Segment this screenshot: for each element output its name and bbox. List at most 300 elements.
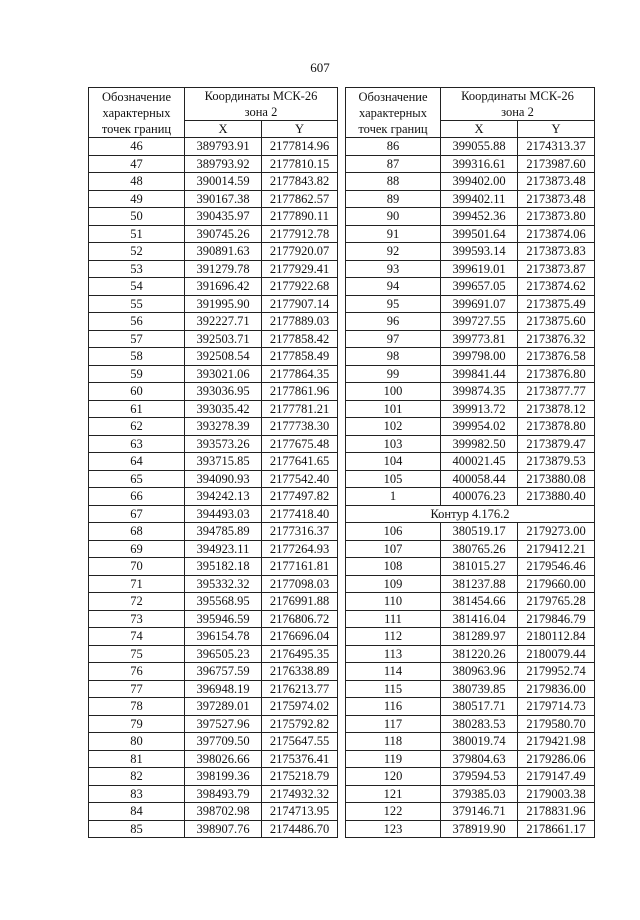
point-id-cell: 73	[89, 610, 185, 628]
x-cell: 399727.55	[441, 313, 518, 331]
table-row	[89, 313, 338, 331]
y-cell: 2178661.17	[518, 820, 595, 838]
x-cell: 397289.01	[185, 698, 262, 716]
point-id-cell: 82	[89, 768, 185, 786]
table-row	[89, 400, 338, 418]
y-cell: 2176338.89	[262, 663, 338, 681]
point-id-cell: 84	[89, 803, 185, 821]
y-cell: 2177641.65	[262, 453, 338, 471]
table-row	[346, 348, 595, 366]
x-cell: 394923.11	[185, 540, 262, 558]
x-cell: 378919.90	[441, 820, 518, 838]
table-row	[346, 470, 595, 488]
table-row	[89, 803, 338, 821]
point-id-cell: 59	[89, 365, 185, 383]
table-row	[89, 610, 338, 628]
y-cell: 2179836.00	[518, 680, 595, 698]
table-row	[89, 540, 338, 558]
y-cell: 2174932.32	[262, 785, 338, 803]
y-cell: 2177738.30	[262, 418, 338, 436]
table-row	[346, 715, 595, 733]
table-row	[89, 225, 338, 243]
point-id-cell: 113	[346, 645, 441, 663]
table-row	[89, 260, 338, 278]
table-row	[346, 628, 595, 646]
x-cell: 380517.71	[441, 698, 518, 716]
point-id-cell: 90	[346, 208, 441, 226]
page-number: 607	[310, 60, 330, 75]
y-cell: 2177497.82	[262, 488, 338, 506]
point-id-cell: 116	[346, 698, 441, 716]
x-cell: 399657.05	[441, 278, 518, 296]
point-id-cell: 65	[89, 470, 185, 488]
y-cell: 2179952.74	[518, 663, 595, 681]
x-cell: 390014.59	[185, 173, 262, 191]
x-cell: 380019.74	[441, 733, 518, 751]
x-cell: 395332.32	[185, 575, 262, 593]
y-cell: 2177858.49	[262, 348, 338, 366]
point-id-cell: 62	[89, 418, 185, 436]
y-cell: 2173875.60	[518, 313, 595, 331]
table-row	[346, 768, 595, 786]
table-row	[346, 785, 595, 803]
x-cell: 394493.03	[185, 505, 262, 523]
y-cell: 2179765.28	[518, 593, 595, 611]
y-cell: 2174313.37	[518, 138, 595, 156]
point-id-cell: 81	[89, 750, 185, 768]
x-cell: 391279.78	[185, 260, 262, 278]
table-row	[346, 575, 595, 593]
x-cell: 399619.01	[441, 260, 518, 278]
x-cell: 399452.36	[441, 208, 518, 226]
table-row	[89, 348, 338, 366]
point-id-cell: 67	[89, 505, 185, 523]
point-id-cell: 86	[346, 138, 441, 156]
y-cell: 2173876.80	[518, 365, 595, 383]
table-row	[89, 663, 338, 681]
point-id-cell: 122	[346, 803, 441, 821]
point-id-cell: 92	[346, 243, 441, 261]
table-row	[346, 610, 595, 628]
table-row	[346, 313, 595, 331]
x-cell: 399841.44	[441, 365, 518, 383]
x-cell: 395182.18	[185, 558, 262, 576]
x-cell: 381416.04	[441, 610, 518, 628]
x-cell: 400058.44	[441, 470, 518, 488]
y-cell: 2173873.80	[518, 208, 595, 226]
y-cell: 2175647.55	[262, 733, 338, 751]
y-cell: 2173879.53	[518, 453, 595, 471]
x-cell: 399773.81	[441, 330, 518, 348]
header-point-label: Обозначение характерных точек границ	[346, 88, 441, 138]
x-cell: 390167.38	[185, 190, 262, 208]
x-cell: 398199.36	[185, 768, 262, 786]
y-cell: 2177858.42	[262, 330, 338, 348]
header-x: X	[441, 121, 518, 138]
point-id-cell: 66	[89, 488, 185, 506]
x-cell: 399691.07	[441, 295, 518, 313]
point-id-cell: 95	[346, 295, 441, 313]
x-cell: 389793.91	[185, 138, 262, 156]
table-row	[89, 750, 338, 768]
table-row	[346, 803, 595, 821]
table-row	[89, 365, 338, 383]
point-id-cell: 61	[89, 400, 185, 418]
x-cell: 393573.26	[185, 435, 262, 453]
point-id-cell: 87	[346, 155, 441, 173]
y-cell: 2176991.88	[262, 593, 338, 611]
x-cell: 399593.14	[441, 243, 518, 261]
x-cell: 395568.95	[185, 593, 262, 611]
table-row	[346, 733, 595, 751]
point-id-cell: 119	[346, 750, 441, 768]
table-row	[89, 820, 338, 838]
point-id-cell: 109	[346, 575, 441, 593]
contour-label: Контур 4.176.2	[346, 505, 595, 523]
table-row	[346, 820, 595, 838]
y-cell: 2174713.95	[262, 803, 338, 821]
table-row	[346, 295, 595, 313]
point-id-cell: 54	[89, 278, 185, 296]
y-cell: 2180079.44	[518, 645, 595, 663]
table-row	[346, 138, 595, 156]
table-row	[89, 243, 338, 261]
x-cell: 393278.39	[185, 418, 262, 436]
point-id-cell: 50	[89, 208, 185, 226]
table-row	[346, 540, 595, 558]
point-id-cell: 69	[89, 540, 185, 558]
point-id-cell: 80	[89, 733, 185, 751]
point-id-cell: 57	[89, 330, 185, 348]
table-row	[346, 400, 595, 418]
table-row	[89, 593, 338, 611]
x-cell: 393021.06	[185, 365, 262, 383]
x-cell: 390745.26	[185, 225, 262, 243]
y-cell: 2177922.68	[262, 278, 338, 296]
coordinates-table-left	[88, 87, 338, 838]
y-cell: 2174486.70	[262, 820, 338, 838]
x-cell: 396505.23	[185, 645, 262, 663]
y-cell: 2173876.58	[518, 348, 595, 366]
table-row	[346, 225, 595, 243]
point-id-cell: 123	[346, 820, 441, 838]
table-row	[89, 190, 338, 208]
y-cell: 2173878.80	[518, 418, 595, 436]
x-cell: 398493.79	[185, 785, 262, 803]
table-row	[346, 488, 595, 506]
point-id-cell: 114	[346, 663, 441, 681]
y-cell: 2177781.21	[262, 400, 338, 418]
y-cell: 2179003.38	[518, 785, 595, 803]
table-row	[89, 138, 338, 156]
x-cell: 380519.17	[441, 523, 518, 541]
point-id-cell: 94	[346, 278, 441, 296]
header-coordinates-group: Координаты МСК-26 зона 2	[441, 88, 595, 121]
y-cell: 2177542.40	[262, 470, 338, 488]
y-cell: 2179714.73	[518, 698, 595, 716]
point-id-cell: 117	[346, 715, 441, 733]
y-cell: 2173875.49	[518, 295, 595, 313]
y-cell: 2177810.15	[262, 155, 338, 173]
table-row	[346, 208, 595, 226]
y-cell: 2176806.72	[262, 610, 338, 628]
table-row	[89, 295, 338, 313]
table-row	[89, 785, 338, 803]
table-row	[89, 470, 338, 488]
header-coordinates-group: Координаты МСК-26 зона 2	[185, 88, 338, 121]
table-row	[89, 278, 338, 296]
table-row	[346, 173, 595, 191]
point-id-cell: 106	[346, 523, 441, 541]
y-cell: 2179286.06	[518, 750, 595, 768]
table-row	[346, 383, 595, 401]
table-row	[89, 575, 338, 593]
x-cell: 390891.63	[185, 243, 262, 261]
table-row	[89, 733, 338, 751]
y-cell: 2177098.03	[262, 575, 338, 593]
point-id-cell: 108	[346, 558, 441, 576]
point-id-cell: 58	[89, 348, 185, 366]
point-id-cell: 99	[346, 365, 441, 383]
y-cell: 2179421.98	[518, 733, 595, 751]
point-id-cell: 68	[89, 523, 185, 541]
y-cell: 2173874.62	[518, 278, 595, 296]
x-cell: 398702.98	[185, 803, 262, 821]
point-id-cell: 100	[346, 383, 441, 401]
point-id-cell: 110	[346, 593, 441, 611]
x-cell: 389793.92	[185, 155, 262, 173]
point-id-cell: 101	[346, 400, 441, 418]
x-cell: 396154.78	[185, 628, 262, 646]
y-cell: 2175218.79	[262, 768, 338, 786]
x-cell: 392227.71	[185, 313, 262, 331]
table-row	[89, 505, 338, 523]
table-row	[89, 768, 338, 786]
table-row	[89, 523, 338, 541]
point-id-cell: 60	[89, 383, 185, 401]
x-cell: 399798.00	[441, 348, 518, 366]
y-cell: 2173873.87	[518, 260, 595, 278]
x-cell: 393035.42	[185, 400, 262, 418]
y-cell: 2177316.37	[262, 523, 338, 541]
table-row	[346, 155, 595, 173]
point-id-cell: 78	[89, 698, 185, 716]
y-cell: 2179660.00	[518, 575, 595, 593]
table-row	[346, 453, 595, 471]
point-id-cell: 47	[89, 155, 185, 173]
x-cell: 391995.90	[185, 295, 262, 313]
y-cell: 2173873.83	[518, 243, 595, 261]
table-row	[346, 523, 595, 541]
x-cell: 391696.42	[185, 278, 262, 296]
header-y: Y	[262, 121, 338, 138]
point-id-cell: 89	[346, 190, 441, 208]
point-id-cell: 85	[89, 820, 185, 838]
y-cell: 2179273.00	[518, 523, 595, 541]
table-row	[89, 155, 338, 173]
point-id-cell: 70	[89, 558, 185, 576]
header-point-label: Обозначение характерных точек границ	[89, 88, 185, 138]
point-id-cell: 79	[89, 715, 185, 733]
y-cell: 2173878.12	[518, 400, 595, 418]
x-cell: 381289.97	[441, 628, 518, 646]
point-id-cell: 71	[89, 575, 185, 593]
point-id-cell: 46	[89, 138, 185, 156]
table-row	[89, 645, 338, 663]
y-cell: 2177418.40	[262, 505, 338, 523]
y-cell: 2180112.84	[518, 628, 595, 646]
table-row	[89, 488, 338, 506]
point-id-cell: 98	[346, 348, 441, 366]
y-cell: 2177843.82	[262, 173, 338, 191]
x-cell: 379594.53	[441, 768, 518, 786]
x-cell: 379804.63	[441, 750, 518, 768]
table-row	[89, 698, 338, 716]
y-cell: 2173987.60	[518, 155, 595, 173]
point-id-cell: 96	[346, 313, 441, 331]
x-cell: 399874.35	[441, 383, 518, 401]
x-cell: 394090.93	[185, 470, 262, 488]
table-row	[89, 208, 338, 226]
table-row	[346, 190, 595, 208]
table-row	[346, 365, 595, 383]
header-y: Y	[518, 121, 595, 138]
y-cell: 2177861.96	[262, 383, 338, 401]
x-cell: 399055.88	[441, 138, 518, 156]
y-cell: 2173874.06	[518, 225, 595, 243]
x-cell: 392508.54	[185, 348, 262, 366]
y-cell: 2177675.48	[262, 435, 338, 453]
point-id-cell: 76	[89, 663, 185, 681]
y-cell: 2177920.07	[262, 243, 338, 261]
table-row	[89, 715, 338, 733]
point-id-cell: 75	[89, 645, 185, 663]
y-cell: 2177264.93	[262, 540, 338, 558]
point-id-cell: 105	[346, 470, 441, 488]
x-cell: 381220.26	[441, 645, 518, 663]
point-id-cell: 91	[346, 225, 441, 243]
table-row	[346, 698, 595, 716]
y-cell: 2179546.46	[518, 558, 595, 576]
point-id-cell: 103	[346, 435, 441, 453]
y-cell: 2173880.40	[518, 488, 595, 506]
point-id-cell: 102	[346, 418, 441, 436]
coordinates-table-right	[345, 87, 595, 838]
x-cell: 398026.66	[185, 750, 262, 768]
y-cell: 2177864.35	[262, 365, 338, 383]
point-id-cell: 77	[89, 680, 185, 698]
point-id-cell: 51	[89, 225, 185, 243]
point-id-cell: 120	[346, 768, 441, 786]
point-id-cell: 74	[89, 628, 185, 646]
x-cell: 381015.27	[441, 558, 518, 576]
x-cell: 398907.76	[185, 820, 262, 838]
x-cell: 380739.85	[441, 680, 518, 698]
x-cell: 399954.02	[441, 418, 518, 436]
x-cell: 393715.85	[185, 453, 262, 471]
header-x: X	[185, 121, 262, 138]
x-cell: 380283.53	[441, 715, 518, 733]
x-cell: 381237.88	[441, 575, 518, 593]
point-id-cell: 97	[346, 330, 441, 348]
x-cell: 393036.95	[185, 383, 262, 401]
x-cell: 400076.23	[441, 488, 518, 506]
y-cell: 2173880.08	[518, 470, 595, 488]
table-row	[346, 330, 595, 348]
table-row	[89, 383, 338, 401]
y-cell: 2179846.79	[518, 610, 595, 628]
y-cell: 2175792.82	[262, 715, 338, 733]
table-row	[346, 260, 595, 278]
point-id-cell: 115	[346, 680, 441, 698]
y-cell: 2176495.35	[262, 645, 338, 663]
x-cell: 397527.96	[185, 715, 262, 733]
x-cell: 380765.26	[441, 540, 518, 558]
point-id-cell: 121	[346, 785, 441, 803]
x-cell: 395946.59	[185, 610, 262, 628]
point-id-cell: 112	[346, 628, 441, 646]
x-cell: 399501.64	[441, 225, 518, 243]
point-id-cell: 48	[89, 173, 185, 191]
point-id-cell: 55	[89, 295, 185, 313]
table-row	[89, 680, 338, 698]
point-id-cell: 118	[346, 733, 441, 751]
y-cell: 2173873.48	[518, 173, 595, 191]
x-cell: 399913.72	[441, 400, 518, 418]
point-id-cell: 93	[346, 260, 441, 278]
point-id-cell: 111	[346, 610, 441, 628]
y-cell: 2173876.32	[518, 330, 595, 348]
x-cell: 400021.45	[441, 453, 518, 471]
x-cell: 379146.71	[441, 803, 518, 821]
x-cell: 399402.11	[441, 190, 518, 208]
point-id-cell: 107	[346, 540, 441, 558]
table-row	[346, 435, 595, 453]
x-cell: 397709.50	[185, 733, 262, 751]
x-cell: 380963.96	[441, 663, 518, 681]
point-id-cell: 104	[346, 453, 441, 471]
point-id-cell: 64	[89, 453, 185, 471]
point-id-cell: 88	[346, 173, 441, 191]
y-cell: 2178831.96	[518, 803, 595, 821]
table-row	[346, 680, 595, 698]
point-id-cell: 49	[89, 190, 185, 208]
y-cell: 2176213.77	[262, 680, 338, 698]
table-row	[346, 278, 595, 296]
y-cell: 2173877.77	[518, 383, 595, 401]
y-cell: 2179147.49	[518, 768, 595, 786]
y-cell: 2177814.96	[262, 138, 338, 156]
table-row	[89, 628, 338, 646]
y-cell: 2173879.47	[518, 435, 595, 453]
y-cell: 2177890.11	[262, 208, 338, 226]
point-id-cell: 63	[89, 435, 185, 453]
table-row	[346, 558, 595, 576]
x-cell: 396948.19	[185, 680, 262, 698]
x-cell: 379385.03	[441, 785, 518, 803]
contour-row	[346, 505, 595, 523]
y-cell: 2177907.14	[262, 295, 338, 313]
x-cell: 399402.00	[441, 173, 518, 191]
y-cell: 2173873.48	[518, 190, 595, 208]
table-row	[346, 645, 595, 663]
point-id-cell: 83	[89, 785, 185, 803]
point-id-cell: 53	[89, 260, 185, 278]
y-cell: 2177889.03	[262, 313, 338, 331]
table-row	[89, 418, 338, 436]
point-id-cell: 1	[346, 488, 441, 506]
x-cell: 396757.59	[185, 663, 262, 681]
